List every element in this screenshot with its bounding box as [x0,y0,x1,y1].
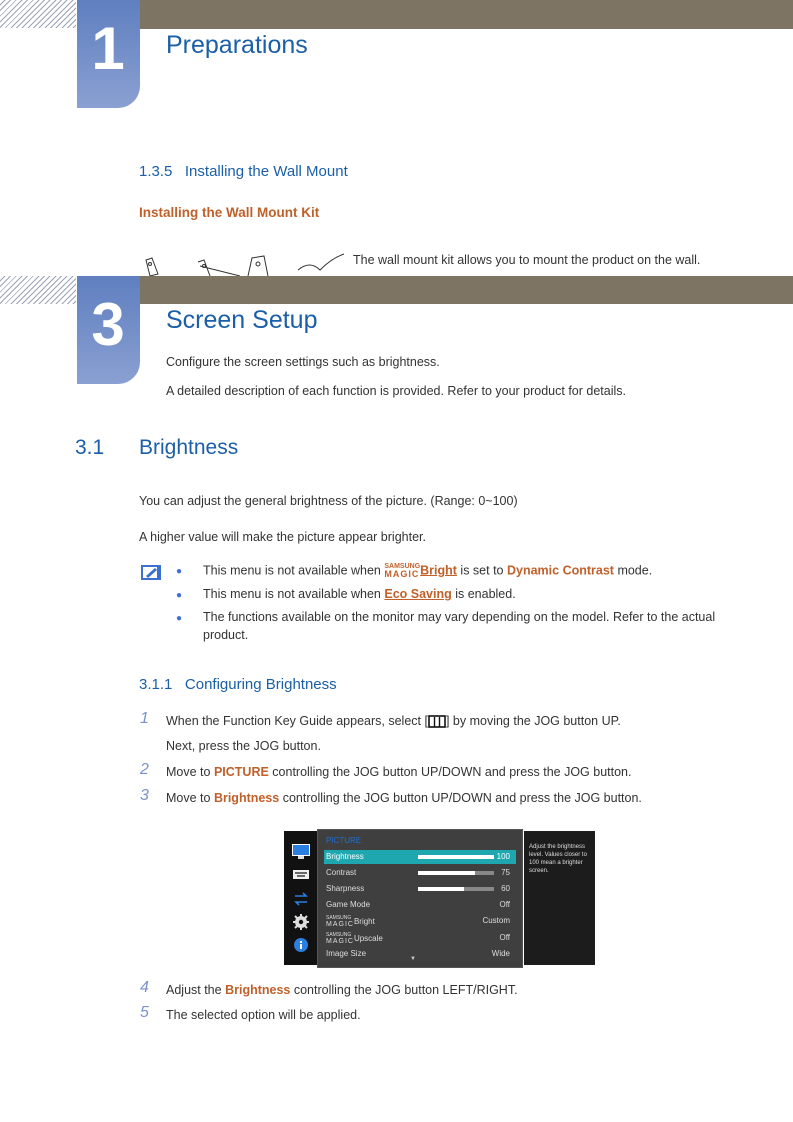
chapter-bar [140,276,793,304]
chapter-number: 3 [91,291,125,358]
osd-row-contrast[interactable]: Contrast 75 [326,868,510,877]
step-text: The selected option will be applied. [166,1008,361,1022]
hatch-decoration [0,276,76,304]
section-number: 3.1 [75,436,105,459]
osd-help-text: Adjust the brightness level. Values closer to 100 mean a brighter screen. [529,844,587,874]
section-title: Brightness [139,436,239,459]
chapter-intro: Configure the screen settings such as brightness. [166,355,440,369]
step-number: 3 [140,787,149,804]
step-number: 5 [140,1004,149,1021]
bullet-icon: ● [176,613,183,624]
chapter-intro: A detailed description of each function is provided. Refer to your product for details. [166,384,626,398]
hatch-decoration [0,0,76,28]
sharpness-bar-fill [418,887,464,891]
section-heading: 1.3.5 Installing the Wall Mount [139,163,348,180]
monitor-icon[interactable] [292,844,310,860]
bullet-icon: ● [176,566,183,577]
osd-row-magic-bright[interactable]: SAMSUNG MAGIC Bright Custom [326,915,510,928]
osd-row-brightness[interactable]: Brightness 100 [324,850,516,864]
step-text: Move to Brightness controlling the JOG button UP/DOWN and press the JOG button. [166,791,642,805]
osd-menu-title: PICTURE [326,836,362,845]
info-icon[interactable] [292,937,310,953]
step-number: 4 [140,979,149,996]
scroll-down-icon[interactable]: ▼ [410,956,416,962]
chapter-number: 1 [91,15,125,82]
osd-help-panel [524,831,595,965]
wall-mount-kit-drawing [140,250,350,276]
step-number: 2 [140,761,149,778]
keyboard-icon[interactable] [292,869,310,881]
osd-row-magic-upscale[interactable]: SAMSUNG MAGIC Upscale Off [326,932,510,945]
osd-row-sharpness[interactable]: Sharpness 60 [326,884,510,893]
note-item: This menu is not available when SAMSUNG MAGIC Bright is set to Dynamic Contrast mode. [203,563,653,579]
osd-menu [317,829,523,968]
paragraph: You can adjust the general brightness of the picture. (Range: 0~100) [139,494,518,508]
bullet-icon: ● [176,590,183,601]
note-item: product. [203,628,249,642]
subsection-heading: Installing the Wall Mount Kit [139,205,320,220]
chapter-bar [140,0,793,29]
note-icon [140,563,162,581]
osd-sidebar [284,831,317,965]
step-text: Adjust the Brightness controlling the JOG button LEFT/RIGHT. [166,983,518,997]
menu-icon [428,715,446,728]
arrows-icon[interactable] [292,891,310,907]
step-text: Move to PICTURE controlling the JOG button UP/DOWN and press the JOG button. [166,765,632,779]
note-item: The functions available on the monitor may vary depending on the model. Refer to the actual [203,610,716,624]
chapter-title: Preparations [166,31,308,59]
paragraph: A higher value will make the picture appear brighter. [139,530,426,544]
note-item: This menu is not available when Eco Saving is enabled. [203,587,516,601]
step-number: 1 [140,710,149,727]
osd-row-game-mode[interactable]: Game Mode Off [326,900,510,909]
section-heading: 3.1.1 Configuring Brightness [139,676,337,693]
step-subtext: Next, press the JOG button. [166,739,321,753]
step-text: When the Function Key Guide appears, select [ ] by moving the JOG button UP. [166,714,621,728]
contrast-bar-fill [418,871,475,875]
chapter-title: Screen Setup [166,306,318,334]
osd-row-image-size[interactable]: Image Size Wide [326,949,510,958]
brightness-bar-fill [418,855,494,859]
magic-logo: SAMSUNG MAGIC [384,563,421,579]
kit-description: The wall mount kit allows you to mount the product on the wall. [353,253,701,267]
gear-icon[interactable] [292,914,310,930]
